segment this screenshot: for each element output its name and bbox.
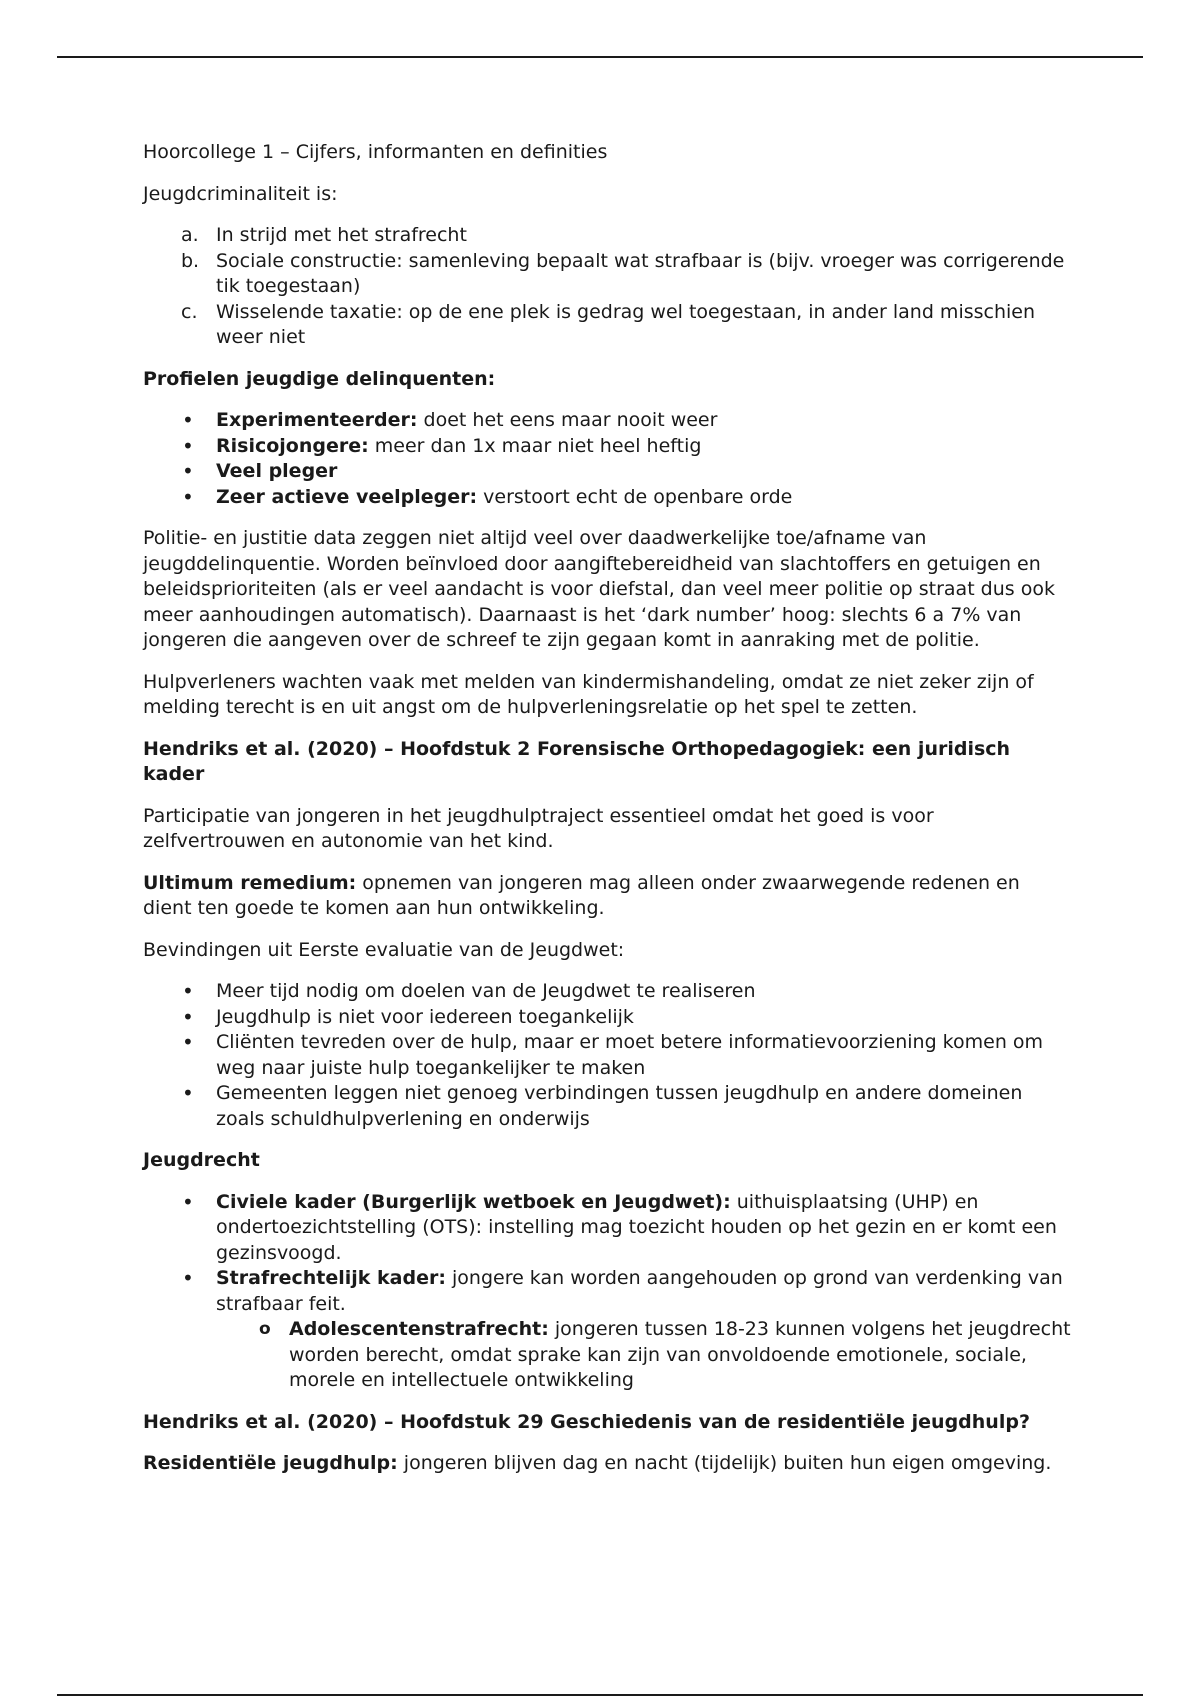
bullet-marker: •: [182, 1004, 194, 1029]
list-marker: a.: [181, 224, 199, 246]
jeugdcriminaliteit-intro: Jeugdcriminaliteit is:: [143, 182, 338, 205]
list-item: b. Sociale constructie: samenleving bepaalt wat strafbaar is (bijv. vroeger was corrigerende tik toegestaan): [181, 249, 1065, 297]
jeugdrecht-list: [143, 1190, 1073, 1394]
politie-paragraph: Politie- en justitie data zeggen niet altijd veel over daadwerkelijke toe/afname van jeugddelinquentie. Worden beïnvloed door aangiftebereidheid van slachtoffers en getuigen en beleidsprioriteiten (als er veel aandacht is voor diefstal, dan veel meer politie op straat dus ook meer aanhoudingen automatisch). Daarnaast is het ‘dark number’ hoog: slechts 6 a 7% van jongeren die aangeven over de schreef te zijn gegaan komt in aanraking met de politie.: [143, 527, 1055, 651]
bevindingen-list: [143, 979, 1073, 1132]
bullet-marker: •: [182, 459, 194, 483]
bullet-marker: •: [182, 484, 194, 509]
list-item: • Strafrechtelijk kader: jongere kan worden aangehouden op grond van verdenking van strafbaar feit. o Adolescentenstrafrecht: jongeren tussen 18-23 kunnen volgens het jeugdrecht worden berecht, omdat sprake kan zijn van onvoldoende emotionele, sociale, morele en intellectuele ontwikkeling: [143, 1266, 1073, 1394]
list-item: • Zeer actieve veelpleger: verstoort echt de openbare orde: [182, 484, 793, 509]
hendriks-ch29-heading: Hendriks et al. (2020) – Hoofdstuk 29 Geschiedenis van de residentiële jeugdhulp?: [143, 1410, 1030, 1433]
ultimum-paragraph: Ultimum remedium: opnemen van jongeren mag alleen onder zwaarwegende redenen en dient ten goede te komen aan hun ontwikkeling.: [143, 871, 1020, 919]
list-item: o Adolescentenstrafrecht: jongeren tussen 18-23 kunnen volgens het jeugdrecht worden berecht, omdat sprake kan zijn van onvoldoende emotionele, sociale, morele en intellectuele ontwikkeling: [259, 1318, 1071, 1391]
list-item: • Cliënten tevreden over de hulp, maar er moet betere informatievoorziening komen om weg naar juiste hulp toegankelijker te maken: [182, 1030, 1044, 1079]
header-rule: [57, 56, 1143, 58]
bullet-marker: •: [182, 1266, 194, 1290]
list-item: • Meer tijd nodig om doelen van de Jeugdwet te realiseren: [182, 979, 756, 1003]
list-item: c. Wisselende taxatie: op de ene plek is gedrag wel toegestaan, in ander land misschien weer niet: [181, 300, 1036, 348]
hulpverleners-paragraph: Hulpverleners wachten vaak met melden van kindermishandeling, omdat ze niet zeker zijn of melding terecht is en uit angst om de hulpverleningsrelatie op het spel te zetten.: [143, 670, 1034, 718]
list-item: • Civiele kader (Burgerlijk wetboek en Jeugdwet): uithuisplaatsing (UHP) en ondertoezichtstelling (OTS): instelling mag toezicht houden op het gezin en er komt een gezinsvoogd.: [182, 1189, 1057, 1264]
list-item: • Experimenteerder: doet het eens maar nooit weer: [182, 408, 718, 432]
list-item: • Veel pleger: [182, 459, 338, 483]
jeugdrecht-heading: Jeugdrecht: [143, 1149, 260, 1171]
jeugdcriminaliteit-list: [143, 223, 1073, 351]
bullet-marker: •: [182, 433, 194, 458]
lecture-title: Hoorcollege 1 – Cijfers, informanten en definities: [143, 141, 608, 163]
sub-bullet-marker: o: [259, 1319, 271, 1339]
profielen-list: [143, 408, 1073, 510]
residentieel-paragraph: Residentiële jeugdhulp: jongeren blijven dag en nacht (tijdelijk) buiten hun eigen omgeving.: [143, 1452, 1052, 1474]
list-item: a. In strijd met het strafrecht: [143, 223, 1073, 249]
list-marker: b.: [181, 249, 200, 272]
list-item: • Gemeenten leggen niet genoeg verbindingen tussen jeugdhulp en andere domeinen zoals schuldhulpverlening en onderwijs: [182, 1081, 1023, 1130]
list-marker: c.: [181, 300, 198, 323]
bevindingen-intro: Bevindingen uit Eerste evaluatie van de Jeugdwet:: [143, 938, 625, 961]
adolescenten-sublist: [216, 1317, 1073, 1394]
bullet-marker: •: [182, 408, 194, 432]
document-body: [143, 140, 1073, 1493]
hendriks-ch2-heading: Hendriks et al. (2020) – Hoofdstuk 2 Forensische Orthopedagogiek: een juridisch kader: [143, 737, 1011, 785]
footer-rule: [57, 1694, 1143, 1696]
bullet-marker: •: [182, 979, 194, 1003]
participatie-paragraph: Participatie van jongeren in het jeugdhulptraject essentieel omdat het goed is voor zelfvertrouwen en autonomie van het kind.: [143, 804, 934, 852]
bullet-marker: •: [182, 1030, 194, 1054]
profielen-heading: Profielen jeugdige delinquenten:: [143, 367, 496, 390]
bullet-marker: •: [182, 1081, 194, 1105]
bullet-marker: •: [182, 1189, 194, 1214]
list-item: • Jeugdhulp is niet voor iedereen toegankelijk: [182, 1004, 634, 1029]
list-item: • Risicojongere: meer dan 1x maar niet heel heftig: [182, 433, 702, 458]
